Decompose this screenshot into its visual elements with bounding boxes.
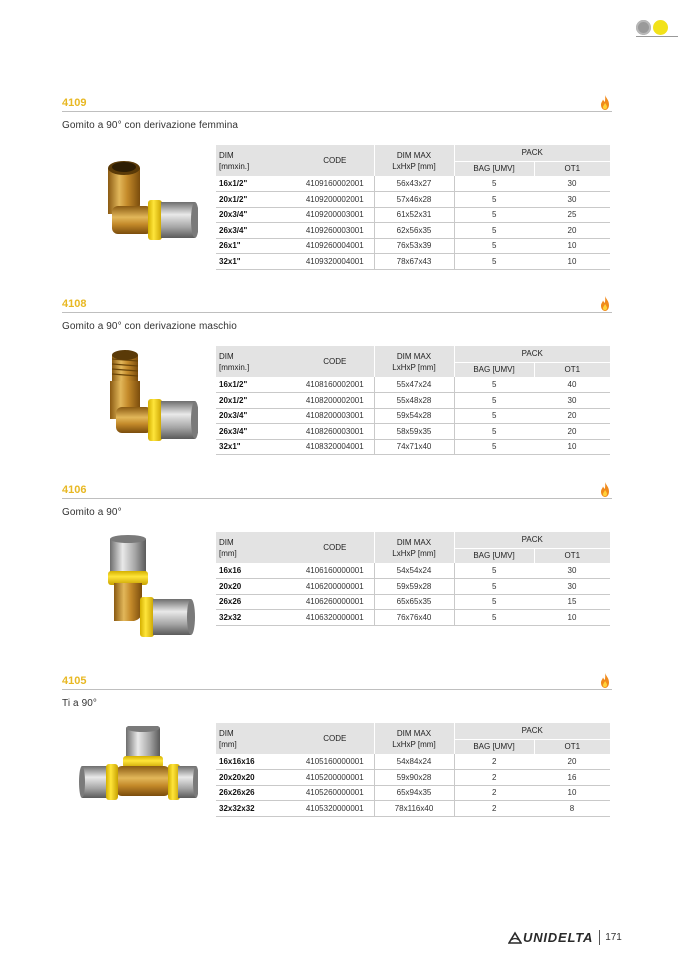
- cell-dim-max: 78x67x43: [374, 254, 454, 270]
- elbow-male-fitting-image: [78, 349, 198, 469]
- table-row: [216, 579, 610, 595]
- col-bag: BAG [UMV]: [454, 362, 534, 377]
- cell-bag: 5: [454, 238, 534, 254]
- spec-table: [216, 532, 610, 626]
- table-row: [216, 223, 610, 239]
- cell-ot1: 30: [534, 176, 610, 192]
- cell-ot1: 30: [534, 192, 610, 208]
- table-row: [216, 207, 610, 223]
- col-code: CODE: [296, 532, 374, 563]
- cell-code: 4108200002001: [296, 393, 374, 409]
- col-bag: BAG [UMV]: [454, 161, 534, 176]
- cell-code: 4106160000001: [296, 563, 374, 579]
- top-dots: [636, 20, 668, 35]
- section-4105: [62, 670, 612, 813]
- table-row: [216, 176, 610, 192]
- flame-icon: [600, 673, 610, 688]
- cell-bag: 2: [454, 770, 534, 786]
- section-description: Ti a 90°: [62, 698, 97, 709]
- cell-code: 4108160002001: [296, 377, 374, 393]
- section-code: 4106: [62, 484, 87, 496]
- cell-code: 4109160002001: [296, 176, 374, 192]
- cell-code: 4105260000001: [296, 785, 374, 801]
- cell-code: 4105160000001: [296, 754, 374, 770]
- cell-ot1: 30: [534, 563, 610, 579]
- tee-fitting-image: [78, 726, 198, 846]
- cell-ot1: 8: [534, 801, 610, 817]
- spec-table: [216, 723, 610, 817]
- cell-dim-max: 59x54x28: [374, 408, 454, 424]
- section-description: Gomito a 90°: [62, 507, 122, 518]
- cell-dim: 20x20x20: [216, 770, 296, 786]
- cell-ot1: 20: [534, 424, 610, 440]
- table-row: [216, 785, 610, 801]
- table-row: [216, 424, 610, 440]
- cell-dim: 20x1/2": [216, 393, 296, 409]
- col-pack: PACK: [454, 145, 610, 161]
- cell-bag: 5: [454, 207, 534, 223]
- cell-dim: 16x1/2": [216, 176, 296, 192]
- cell-dim: 32x32: [216, 610, 296, 626]
- cell-bag: 5: [454, 579, 534, 595]
- cell-bag: 5: [454, 393, 534, 409]
- cell-code: 4108260003001: [296, 424, 374, 440]
- col-dim: DIM [mmxin.]: [216, 346, 296, 377]
- section-description: Gomito a 90° con derivazione femmina: [62, 120, 239, 131]
- cell-code: 4109260003001: [296, 223, 374, 239]
- section-4106: [62, 479, 612, 622]
- section-rule: [62, 111, 612, 112]
- spec-table: [216, 145, 610, 270]
- cell-ot1: 16: [534, 770, 610, 786]
- section-description: Gomito a 90° con derivazione maschio: [62, 321, 237, 332]
- table-row: [216, 254, 610, 270]
- cell-bag: 5: [454, 408, 534, 424]
- cell-bag: 2: [454, 801, 534, 817]
- cell-ot1: 25: [534, 207, 610, 223]
- cell-dim: 26x1": [216, 238, 296, 254]
- cell-code: 4109260004001: [296, 238, 374, 254]
- footer-separator: [599, 930, 600, 945]
- cell-dim: 26x3/4": [216, 223, 296, 239]
- section-header: [62, 293, 612, 313]
- cell-dim-max: 57x46x28: [374, 192, 454, 208]
- table-row: [216, 192, 610, 208]
- col-bag: BAG [UMV]: [454, 548, 534, 563]
- cell-dim-max: 65x94x35: [374, 785, 454, 801]
- table-row: [216, 439, 610, 455]
- cell-bag: 5: [454, 439, 534, 455]
- yellow-dot-icon: [653, 20, 668, 35]
- col-code: CODE: [296, 723, 374, 754]
- cell-dim: 26x3/4": [216, 424, 296, 440]
- cell-dim: 32x1": [216, 439, 296, 455]
- cell-ot1: 20: [534, 754, 610, 770]
- cell-code: 4109320004001: [296, 254, 374, 270]
- cell-dim-max: 55x47x24: [374, 377, 454, 393]
- col-dim: DIM [mmxin.]: [216, 145, 296, 176]
- cell-code: 4106320000001: [296, 610, 374, 626]
- spec-table: [216, 346, 610, 455]
- cell-ot1: 10: [534, 610, 610, 626]
- cell-bag: 5: [454, 594, 534, 610]
- cell-dim-max: 56x43x27: [374, 176, 454, 192]
- col-dim-max: DIM MAX LxHxP [mm]: [374, 346, 454, 377]
- elbow-fitting-image: [78, 535, 198, 655]
- cell-dim: 20x3/4": [216, 207, 296, 223]
- cell-dim-max: 62x56x35: [374, 223, 454, 239]
- col-ot1: OT1: [534, 161, 610, 176]
- cell-bag: 5: [454, 563, 534, 579]
- col-pack: PACK: [454, 532, 610, 548]
- col-ot1: OT1: [534, 739, 610, 754]
- section-rule: [62, 689, 612, 690]
- cell-code: 4108320004001: [296, 439, 374, 455]
- table-row: [216, 754, 610, 770]
- cell-ot1: 10: [534, 254, 610, 270]
- table-row: [216, 801, 610, 817]
- brand-logo: UNIDELTA: [523, 930, 594, 945]
- cell-bag: 5: [454, 192, 534, 208]
- table-row: [216, 594, 610, 610]
- cell-ot1: 20: [534, 223, 610, 239]
- page-number: 171: [605, 932, 622, 943]
- page-footer: [508, 930, 622, 945]
- cell-dim-max: 55x48x28: [374, 393, 454, 409]
- cell-dim-max: 76x53x39: [374, 238, 454, 254]
- cell-bag: 5: [454, 377, 534, 393]
- section-code: 4109: [62, 97, 87, 109]
- table-row: [216, 770, 610, 786]
- cell-dim-max: 65x65x35: [374, 594, 454, 610]
- cell-ot1: 30: [534, 393, 610, 409]
- cell-dim: 16x16x16: [216, 754, 296, 770]
- flame-icon: [600, 482, 610, 497]
- section-4108: [62, 293, 612, 452]
- table-row: [216, 238, 610, 254]
- section-rule: [62, 312, 612, 313]
- cell-dim-max: 58x59x35: [374, 424, 454, 440]
- section-4109: [62, 92, 612, 266]
- cell-bag: 5: [454, 223, 534, 239]
- cell-ot1: 10: [534, 785, 610, 801]
- cell-dim-max: 59x90x28: [374, 770, 454, 786]
- cell-dim-max: 74x71x40: [374, 439, 454, 455]
- section-rule: [62, 498, 612, 499]
- cell-code: 4105320000001: [296, 801, 374, 817]
- cell-dim-max: 54x84x24: [374, 754, 454, 770]
- col-code: CODE: [296, 346, 374, 377]
- flame-icon: [600, 95, 610, 110]
- cell-ot1: 15: [534, 594, 610, 610]
- cell-code: 4109200002001: [296, 192, 374, 208]
- cell-dim-max: 76x76x40: [374, 610, 454, 626]
- cell-dim: 16x16: [216, 563, 296, 579]
- cell-dim-max: 54x54x24: [374, 563, 454, 579]
- table-row: [216, 393, 610, 409]
- section-code: 4108: [62, 298, 87, 310]
- cell-code: 4106200000001: [296, 579, 374, 595]
- cell-dim: 20x1/2": [216, 192, 296, 208]
- cell-ot1: 40: [534, 377, 610, 393]
- section-header: [62, 670, 612, 690]
- cell-ot1: 10: [534, 238, 610, 254]
- col-ot1: OT1: [534, 548, 610, 563]
- cell-dim: 26x26x26: [216, 785, 296, 801]
- cell-dim-max: 78x116x40: [374, 801, 454, 817]
- section-header: [62, 479, 612, 499]
- cell-dim: 20x3/4": [216, 408, 296, 424]
- col-dim-max: DIM MAX LxHxP [mm]: [374, 723, 454, 754]
- col-pack: PACK: [454, 346, 610, 362]
- table-row: [216, 563, 610, 579]
- cell-bag: 5: [454, 176, 534, 192]
- cell-ot1: 30: [534, 579, 610, 595]
- table-row: [216, 377, 610, 393]
- col-dim: DIM [mm]: [216, 532, 296, 563]
- cell-code: 4105200000001: [296, 770, 374, 786]
- cell-bag: 5: [454, 424, 534, 440]
- cell-dim: 32x32x32: [216, 801, 296, 817]
- cell-dim: 16x1/2": [216, 377, 296, 393]
- cell-bag: 2: [454, 785, 534, 801]
- col-pack: PACK: [454, 723, 610, 739]
- col-dim-max: DIM MAX LxHxP [mm]: [374, 145, 454, 176]
- col-dim-max: DIM MAX LxHxP [mm]: [374, 532, 454, 563]
- cell-code: 4106260000001: [296, 594, 374, 610]
- col-dim: DIM [mm]: [216, 723, 296, 754]
- cell-bag: 5: [454, 610, 534, 626]
- top-divider: [636, 36, 678, 37]
- cell-dim-max: 61x52x31: [374, 207, 454, 223]
- elbow-female-fitting-image: [78, 150, 198, 270]
- col-ot1: OT1: [534, 362, 610, 377]
- unidelta-logo-icon: [508, 931, 522, 945]
- section-code: 4105: [62, 675, 87, 687]
- cell-dim: 32x1": [216, 254, 296, 270]
- col-bag: BAG [UMV]: [454, 739, 534, 754]
- section-header: [62, 92, 612, 112]
- cell-dim-max: 59x59x28: [374, 579, 454, 595]
- table-row: [216, 408, 610, 424]
- cell-dim: 26x26: [216, 594, 296, 610]
- cell-ot1: 10: [534, 439, 610, 455]
- cell-code: 4109200003001: [296, 207, 374, 223]
- gray-dot-icon: [636, 20, 651, 35]
- cell-bag: 2: [454, 754, 534, 770]
- cell-bag: 5: [454, 254, 534, 270]
- cell-dim: 20x20: [216, 579, 296, 595]
- flame-icon: [600, 296, 610, 311]
- cell-ot1: 20: [534, 408, 610, 424]
- cell-code: 4108200003001: [296, 408, 374, 424]
- table-row: [216, 610, 610, 626]
- col-code: CODE: [296, 145, 374, 176]
